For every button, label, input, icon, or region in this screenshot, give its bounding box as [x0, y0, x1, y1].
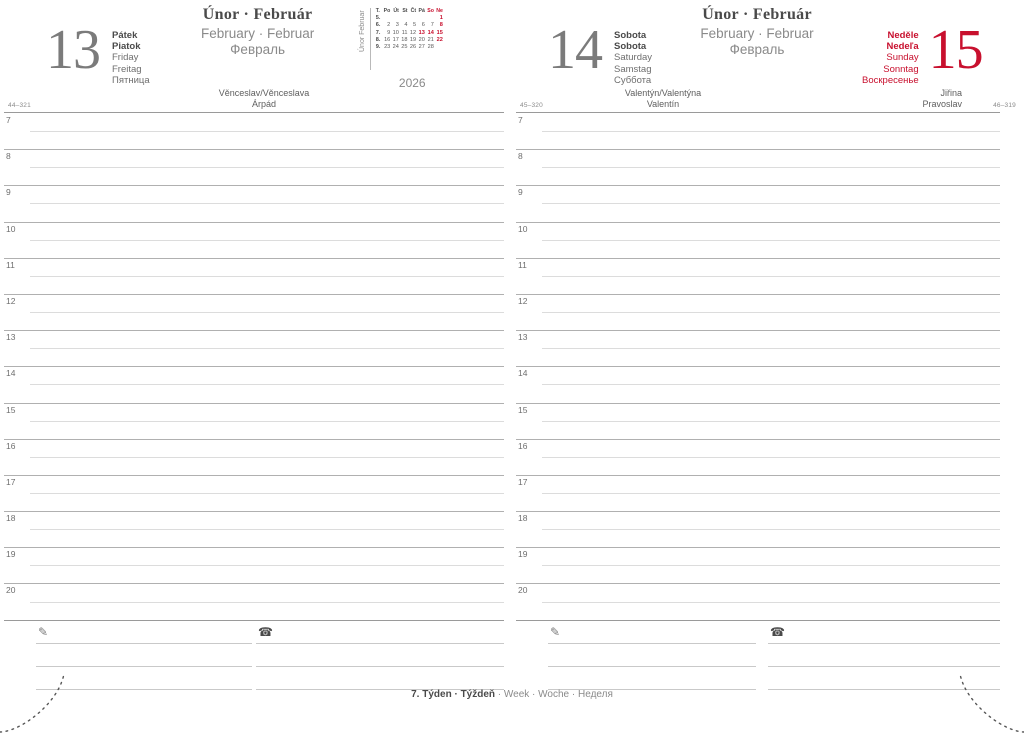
half-hour-line — [542, 131, 1000, 132]
nameday-sk-sunday: Pravoslav — [922, 99, 962, 109]
month-en: February · Februar — [700, 26, 814, 41]
hour-row[interactable] — [512, 294, 1024, 330]
year-label: 2026 — [398, 76, 426, 90]
hour-row[interactable] — [0, 547, 512, 583]
weekday-sk: Nedeľa — [886, 41, 919, 53]
weekday-ru: Воскресенье — [862, 74, 919, 86]
mini-hdr-label: T. — [375, 8, 380, 14]
half-hour-line — [542, 348, 1000, 349]
hour-row[interactable] — [512, 475, 1024, 511]
hour-row[interactable] — [512, 403, 1024, 439]
hour-line — [4, 583, 504, 584]
week-number: 7. Týden · Týždeň — [411, 689, 496, 700]
hour-row[interactable] — [512, 149, 1024, 185]
hour-row[interactable] — [0, 330, 512, 366]
half-hour-line — [542, 240, 1000, 241]
hour-line — [516, 258, 1000, 259]
hour-line — [516, 403, 1000, 404]
half-hour-line — [30, 602, 504, 603]
half-hour-line — [30, 565, 504, 566]
hour-label: 12 — [6, 295, 16, 306]
hour-line — [516, 547, 1000, 548]
weekday-sk: Sobota — [614, 41, 647, 53]
day-number-sunday: 15 — [928, 19, 983, 81]
page-right — [512, 0, 1024, 734]
weekday-de: Samstag — [614, 63, 652, 75]
half-hour-line — [542, 203, 1000, 204]
mini-week-label: 5. — [375, 15, 381, 22]
hour-label: 14 — [518, 368, 528, 379]
hour-row[interactable] — [512, 330, 1024, 366]
hour-row[interactable] — [0, 366, 512, 402]
nameday-sk: Árpád — [251, 99, 277, 109]
hour-row[interactable] — [0, 403, 512, 439]
note-line — [256, 643, 504, 644]
hour-line — [516, 149, 1000, 150]
hour-label: 7 — [6, 115, 11, 125]
mini-calendar-block — [358, 0, 488, 90]
half-hour-line — [542, 529, 1000, 530]
half-hour-line — [30, 203, 504, 204]
mini-week-label: 8. — [375, 36, 381, 43]
hour-label: 11 — [518, 259, 527, 270]
mini-week-label: 9. — [375, 44, 381, 51]
weekday-en: Friday — [112, 52, 139, 64]
half-hour-line — [30, 276, 504, 277]
hour-line — [516, 330, 1000, 331]
day-number: 14 — [548, 19, 602, 81]
half-hour-line — [542, 312, 1000, 313]
mini-week-label: 6. — [375, 22, 381, 29]
month-cz: Únor · Február — [702, 6, 812, 23]
mini-week-row: 7. 9 10 11 12 13 14 15 — [375, 29, 443, 36]
hour-line — [4, 439, 504, 440]
mini-hdr-we: St — [402, 8, 408, 14]
day-number: 13 — [46, 19, 100, 81]
hour-row[interactable] — [512, 547, 1024, 583]
hour-row[interactable] — [512, 511, 1024, 547]
weekday-sk: Piatok — [112, 41, 141, 53]
day-index-left: 45–320 — [520, 102, 543, 109]
nameday-row-right — [512, 88, 1024, 112]
hour-label: 8 — [518, 151, 523, 162]
hour-row[interactable] — [0, 583, 512, 619]
weekday-en: Sunday — [886, 52, 919, 64]
hour-label: 19 — [6, 549, 16, 560]
note-line — [256, 666, 504, 667]
hour-label: 9 — [6, 187, 11, 198]
hour-label: 13 — [518, 332, 528, 343]
half-hour-line — [30, 131, 504, 132]
hour-row[interactable] — [0, 258, 512, 294]
hour-line — [4, 294, 504, 295]
hour-line — [516, 475, 1000, 476]
hour-line — [4, 222, 504, 223]
mini-hdr-fr: Pá — [418, 8, 425, 14]
hour-row[interactable] — [512, 222, 1024, 258]
half-hour-line — [30, 493, 504, 494]
weekday-cz: Sobota — [614, 30, 647, 41]
mini-calendar-side-label: Únor Februar — [358, 10, 366, 52]
phone-icon: ☎ — [258, 624, 273, 639]
day-index-right: 46–319 — [993, 102, 1016, 109]
hour-grid-right — [512, 113, 1024, 620]
mini-calendar-table — [375, 8, 444, 51]
hour-row[interactable] — [512, 366, 1024, 402]
month-en: February · Februar — [200, 26, 315, 41]
week-languages: · Week · Woche · Неделя — [495, 689, 613, 700]
mini-week-label: 7. — [375, 29, 381, 36]
hour-label: 7 — [518, 115, 523, 125]
hour-label: 15 — [6, 404, 16, 415]
hour-label: 20 — [6, 585, 16, 596]
weekday-ru: Суббота — [614, 74, 652, 86]
hour-row[interactable] — [0, 149, 512, 185]
half-hour-line — [30, 421, 504, 422]
month-cz: Únor · Február — [202, 6, 313, 23]
mini-hdr-mo: Po — [383, 8, 391, 14]
half-hour-line — [30, 240, 504, 241]
note-line — [36, 643, 252, 644]
hour-row[interactable] — [512, 113, 1024, 149]
hour-line — [4, 258, 504, 259]
month-block — [652, 0, 862, 57]
weekday-cz: Pátek — [112, 30, 138, 41]
hour-row[interactable] — [0, 222, 512, 258]
hour-label: 11 — [6, 259, 15, 270]
half-hour-line — [542, 384, 1000, 385]
month-ru: Февраль — [729, 42, 785, 57]
weekday-names-sunday — [862, 22, 919, 86]
hour-label: 20 — [518, 585, 528, 596]
hour-line — [516, 511, 1000, 512]
half-hour-line — [30, 384, 504, 385]
nameday-sk: Valentín — [646, 99, 680, 109]
mini-week-row: 5. 1 — [375, 15, 443, 22]
mini-week-row: 8. 16 17 18 19 20 21 22 — [375, 36, 443, 43]
hour-line — [4, 547, 504, 548]
weekday-de: Sonntag — [883, 63, 919, 75]
hour-label: 17 — [6, 476, 16, 487]
hour-label: 12 — [518, 295, 528, 306]
hour-line — [4, 511, 504, 512]
half-hour-line — [30, 348, 504, 349]
hour-line — [516, 366, 1000, 367]
nameday-cz: Věnceslav/Věnceslava — [218, 88, 310, 98]
half-hour-line — [30, 529, 504, 530]
hour-line — [4, 185, 504, 186]
hour-line — [4, 403, 504, 404]
hour-row[interactable] — [0, 294, 512, 330]
notes-area-right[interactable] — [512, 621, 1024, 715]
hour-row[interactable] — [512, 185, 1024, 221]
notes-area-left[interactable] — [0, 621, 512, 715]
half-hour-line — [542, 276, 1000, 277]
mini-calendar-header-row — [375, 8, 444, 15]
hour-label: 16 — [6, 440, 16, 451]
pencil-icon: ✎ — [550, 624, 561, 639]
hour-label: 17 — [518, 476, 528, 487]
nameday-row-left — [0, 88, 512, 112]
mini-week-row: 9. 23 24 25 26 27 28 — [375, 44, 434, 51]
half-hour-line — [542, 602, 1000, 603]
week-footer — [0, 689, 1024, 700]
hour-label: 15 — [518, 404, 528, 415]
phone-icon: ☎ — [770, 624, 785, 639]
weekday-names — [614, 22, 652, 86]
mini-hdr-su: Ne — [436, 8, 443, 14]
hour-label: 16 — [518, 440, 528, 451]
hour-line — [516, 583, 1000, 584]
hour-row[interactable] — [0, 475, 512, 511]
weekday-de: Freitag — [112, 63, 142, 75]
note-line — [768, 666, 1000, 667]
nameday-cz: Valentýn/Valentýna — [624, 88, 702, 98]
hour-label: 13 — [6, 332, 16, 343]
hour-row[interactable] — [512, 439, 1024, 475]
hour-line — [516, 439, 1000, 440]
hour-label: 19 — [518, 549, 528, 560]
month-block — [158, 0, 358, 57]
mini-calendar-divider — [370, 8, 371, 70]
hour-grid-left — [0, 113, 512, 620]
hour-label: 10 — [518, 223, 528, 234]
note-line — [548, 666, 756, 667]
half-hour-line — [542, 493, 1000, 494]
pencil-icon: ✎ — [38, 624, 49, 639]
hour-label: 14 — [6, 368, 16, 379]
hour-line — [4, 475, 504, 476]
hour-row[interactable] — [0, 511, 512, 547]
mini-week-row: 6. 2 3 4 5 6 7 8 — [375, 22, 443, 29]
note-line — [36, 666, 252, 667]
hour-line — [516, 222, 1000, 223]
note-line — [768, 643, 1000, 644]
hour-row[interactable] — [512, 258, 1024, 294]
half-hour-line — [30, 312, 504, 313]
half-hour-line — [542, 421, 1000, 422]
half-hour-line — [542, 167, 1000, 168]
mini-hdr-tu: Út — [393, 8, 399, 14]
hour-label: 10 — [6, 223, 16, 234]
hour-line — [4, 149, 504, 150]
note-line — [548, 643, 756, 644]
weekday-cz: Neděle — [887, 30, 919, 41]
hour-row[interactable] — [0, 113, 512, 149]
half-hour-line — [30, 457, 504, 458]
hour-label: 9 — [518, 187, 523, 198]
half-hour-line — [30, 167, 504, 168]
hour-row[interactable] — [0, 185, 512, 221]
month-ru: Февраль — [230, 42, 286, 57]
hour-label: 18 — [6, 513, 16, 524]
mini-hdr-sa: So — [427, 8, 434, 14]
weekday-en: Saturday — [614, 52, 653, 64]
hour-line — [516, 185, 1000, 186]
half-hour-line — [542, 565, 1000, 566]
hour-line — [4, 366, 504, 367]
mini-hdr-th: Čt — [410, 8, 417, 14]
hour-row[interactable] — [0, 439, 512, 475]
nameday-cz-sunday: Jiřina — [940, 88, 962, 98]
hour-line — [516, 294, 1000, 295]
weekday-names — [112, 22, 150, 86]
hour-row[interactable] — [512, 583, 1024, 619]
half-hour-line — [542, 457, 1000, 458]
day-header-right — [512, 0, 1024, 88]
hour-label: 18 — [518, 513, 528, 524]
hour-line — [4, 330, 504, 331]
hour-label: 8 — [6, 151, 11, 162]
weekday-ru: Пятница — [112, 74, 150, 86]
day-index-left: 44–321 — [8, 102, 31, 109]
day-header-left — [0, 0, 512, 88]
